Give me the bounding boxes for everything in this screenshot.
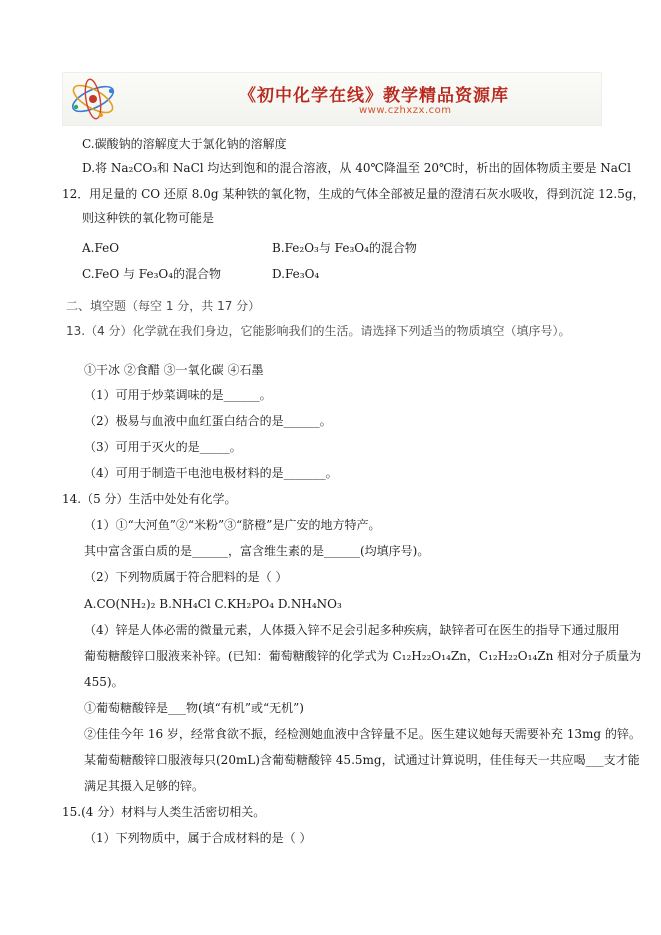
q12-option-c: C.FeO 与 Fe₃O₄的混合物 [82, 267, 222, 281]
q14-sub-1: ①葡萄糖酸锌是___物(填“有机”或“无机”) [84, 701, 304, 715]
q13-blank-2: （2）极易与血液中血红蛋白结合的是______。 [84, 414, 332, 428]
question-15-stem: 15.(4 分）材料与人类生活密切相关。 [62, 805, 266, 819]
banner-title: 《初中化学在线》教学精品资源库 [239, 86, 509, 106]
q12-option-b: B.Fe₂O₃与 Fe₃O₄的混合物 [272, 241, 417, 255]
q13-blank-4: （4）可用于制造干电池电极材料的是_______。 [84, 466, 338, 480]
question-13-stem: 13.（4 分）化学就在我们身边，它能影响我们的生活。请选择下列适当的物质填空（填序号）。 [66, 324, 571, 338]
q13-blank-3: （3）可用于灭火的是_____。 [84, 440, 242, 454]
q13-choices: ①干冰 ②食醋 ③一氧化碳 ④石墨 [84, 363, 264, 377]
q14-sub-2-cont: 某葡萄糖酸锌口服液每只(20mL)含葡萄糖酸锌 45.5mg，试通过计算说明，佳佳每天一共应喝___支才能 [84, 753, 640, 767]
q12-option-a: A.FeO [82, 241, 120, 255]
q14-part-1: （1）①“大河鱼”②“米粉”③“脐橙”是广安的地方特产。 [84, 518, 381, 532]
option-d-line: D.将 Na₂CO₃和 NaCl 均达到饱和的混合溶液，从 40℃降温至 20℃时，析出的固体物质主要是 NaCl [82, 161, 631, 175]
q14-part-2: （2）下列物质属于符合肥料的是（ ） [84, 570, 288, 584]
q12-option-d: D.Fe₃O₄ [272, 267, 320, 281]
question-12-stem: 12．用足量的 CO 还原 8.0g 某种铁的氧化物，生成的气体全部被足量的澄清石灰水吸收，得到沉淀 12.5g， [62, 187, 645, 201]
question-12-stem-cont: 则这种铁的氧化物可能是 [82, 211, 215, 225]
q14-part-2-options: A.CO(NH₂)₂ B.NH₄Cl C.KH₂PO₄ D.NH₄NO₃ [84, 597, 342, 611]
q14-part-4: （4）锌是人体必需的微量元素，人体摄入锌不足会引起多种疾病，缺锌者可在医生的指导下通过服用 [84, 623, 620, 637]
q14-part-4-cont: 葡萄糖酸锌口服液来补锌。(已知：葡萄糖酸锌的化学式为 C₁₂H₂₂O₁₄Zn，C₁₂H₂₂O₁₄Zn 相对分子质量为 [84, 649, 642, 663]
header-banner [62, 72, 602, 126]
q14-sub-2: ②佳佳今年 16 岁，经常食欲不振，经检测她血液中含锌量不足。医生建议她每天需要补充 13mg 的锌。 [84, 727, 641, 741]
q14-sub-2-cont2: 满足其摄入足够的锌。 [84, 779, 205, 793]
q14-part-4-cont2: 455)。 [84, 675, 124, 689]
watermark [461, 272, 559, 360]
atom-logo-icon [67, 77, 127, 121]
banner-url: www.czhxzx.com [359, 105, 452, 116]
q15-part-1: （1）下列物质中，属于合成材料的是（ ） [84, 831, 312, 845]
option-c-line: C.碳酸钠的溶解度大于氯化钠的溶解度 [82, 137, 287, 151]
q14-part-1-blanks: 其中富含蛋白质的是______，富含维生素的是______(均填序号)。 [84, 544, 430, 558]
q13-blank-1: （1）可用于炒菜调味的是______。 [84, 388, 272, 402]
section-heading: 二、填空题（每空 1 分，共 17 分） [66, 299, 261, 313]
question-14-stem: 14.（5 分）生活中处处有化学。 [62, 492, 237, 506]
